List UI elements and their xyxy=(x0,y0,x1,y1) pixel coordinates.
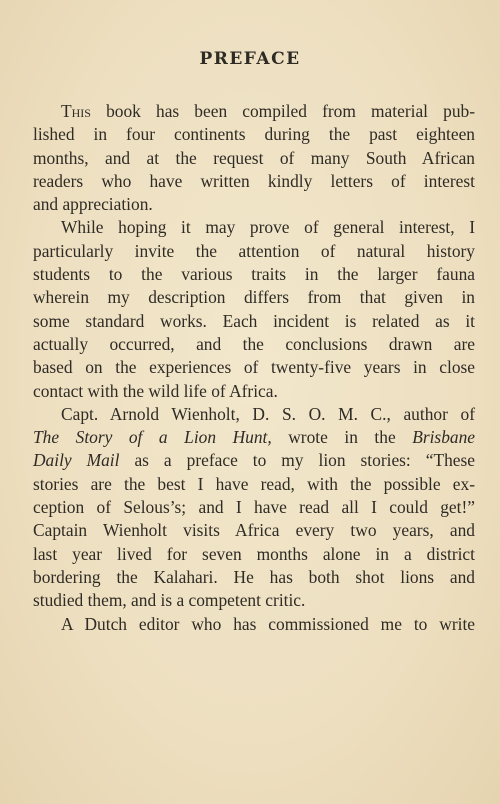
text-run: Capt. Arnold Wienholt, D. S. O. M. C., author of xyxy=(61,403,475,424)
text-run: While hoping it may prove of general interest, I xyxy=(61,217,475,238)
text-run: contact with the wild life of Africa. xyxy=(33,380,278,401)
text-line xyxy=(33,613,475,636)
text-line xyxy=(33,216,475,239)
text-run: studied them, and is a competent critic. xyxy=(33,590,306,611)
text-run: last year lived for seven months alone in a district xyxy=(33,543,475,564)
text-run: Captain Wienholt visits Africa every two years, and xyxy=(33,520,475,541)
text-run: lished in four continents during the past eighteen xyxy=(33,124,475,145)
text-run: students to the various traits in the larger fauna xyxy=(33,264,475,285)
text-line xyxy=(33,100,475,123)
text-line xyxy=(33,333,475,356)
text-line xyxy=(33,193,475,216)
text-run: bordering the Kalahari. He has both shot lions and xyxy=(33,566,475,587)
text-line xyxy=(33,170,475,193)
text-run: and appreciation. xyxy=(33,194,153,215)
text-line xyxy=(33,147,475,170)
text-run: actually occurred, and the conclusions drawn are xyxy=(33,333,475,354)
paragraph xyxy=(33,100,475,216)
text-run: wherein my description differs from that given in xyxy=(33,287,475,308)
text-line xyxy=(33,566,475,589)
preface-body xyxy=(33,100,475,636)
text-line xyxy=(33,449,475,472)
italic-run: The Story of a Lion Hunt, xyxy=(33,427,272,448)
text-run: readers who have written kindly letters of interest xyxy=(33,170,475,191)
text-line xyxy=(33,426,475,449)
text-run: months, and at the request of many South African xyxy=(33,147,475,168)
paragraph xyxy=(33,613,475,636)
page-heading: PREFACE xyxy=(199,49,301,69)
italic-run: Daily Mail xyxy=(33,450,120,471)
text-run: particularly invite the attention of natural history xyxy=(33,240,475,261)
small-caps-run: This xyxy=(61,101,91,121)
text-line xyxy=(33,543,475,566)
text-run: based on the experiences of twenty-five years in close xyxy=(33,357,475,378)
text-line xyxy=(33,123,475,146)
text-line xyxy=(33,519,475,542)
text-line xyxy=(33,310,475,333)
italic-run: Brisbane xyxy=(412,427,475,448)
text-line xyxy=(33,286,475,309)
text-run: book has been compiled from material pub- xyxy=(90,101,475,121)
text-line xyxy=(33,263,475,286)
paragraph xyxy=(33,403,475,613)
text-run: A Dutch editor who has commissioned me to write xyxy=(61,613,475,634)
text-run: wrote in the xyxy=(271,427,413,448)
text-run: some standard works. Each incident is related as it xyxy=(33,310,475,331)
text-line xyxy=(33,356,475,379)
text-run: ception of Selous’s; and I have read all I could get!” xyxy=(33,497,475,518)
text-line xyxy=(33,380,475,403)
text-line xyxy=(33,589,475,612)
text-line xyxy=(33,496,475,519)
text-line xyxy=(33,240,475,263)
text-line xyxy=(33,473,475,496)
text-run: stories are the best I have read, with the possible ex- xyxy=(33,473,475,494)
text-line xyxy=(33,403,475,426)
text-run: as a preface to my lion stories: “These xyxy=(119,450,475,471)
paragraph xyxy=(33,216,475,402)
